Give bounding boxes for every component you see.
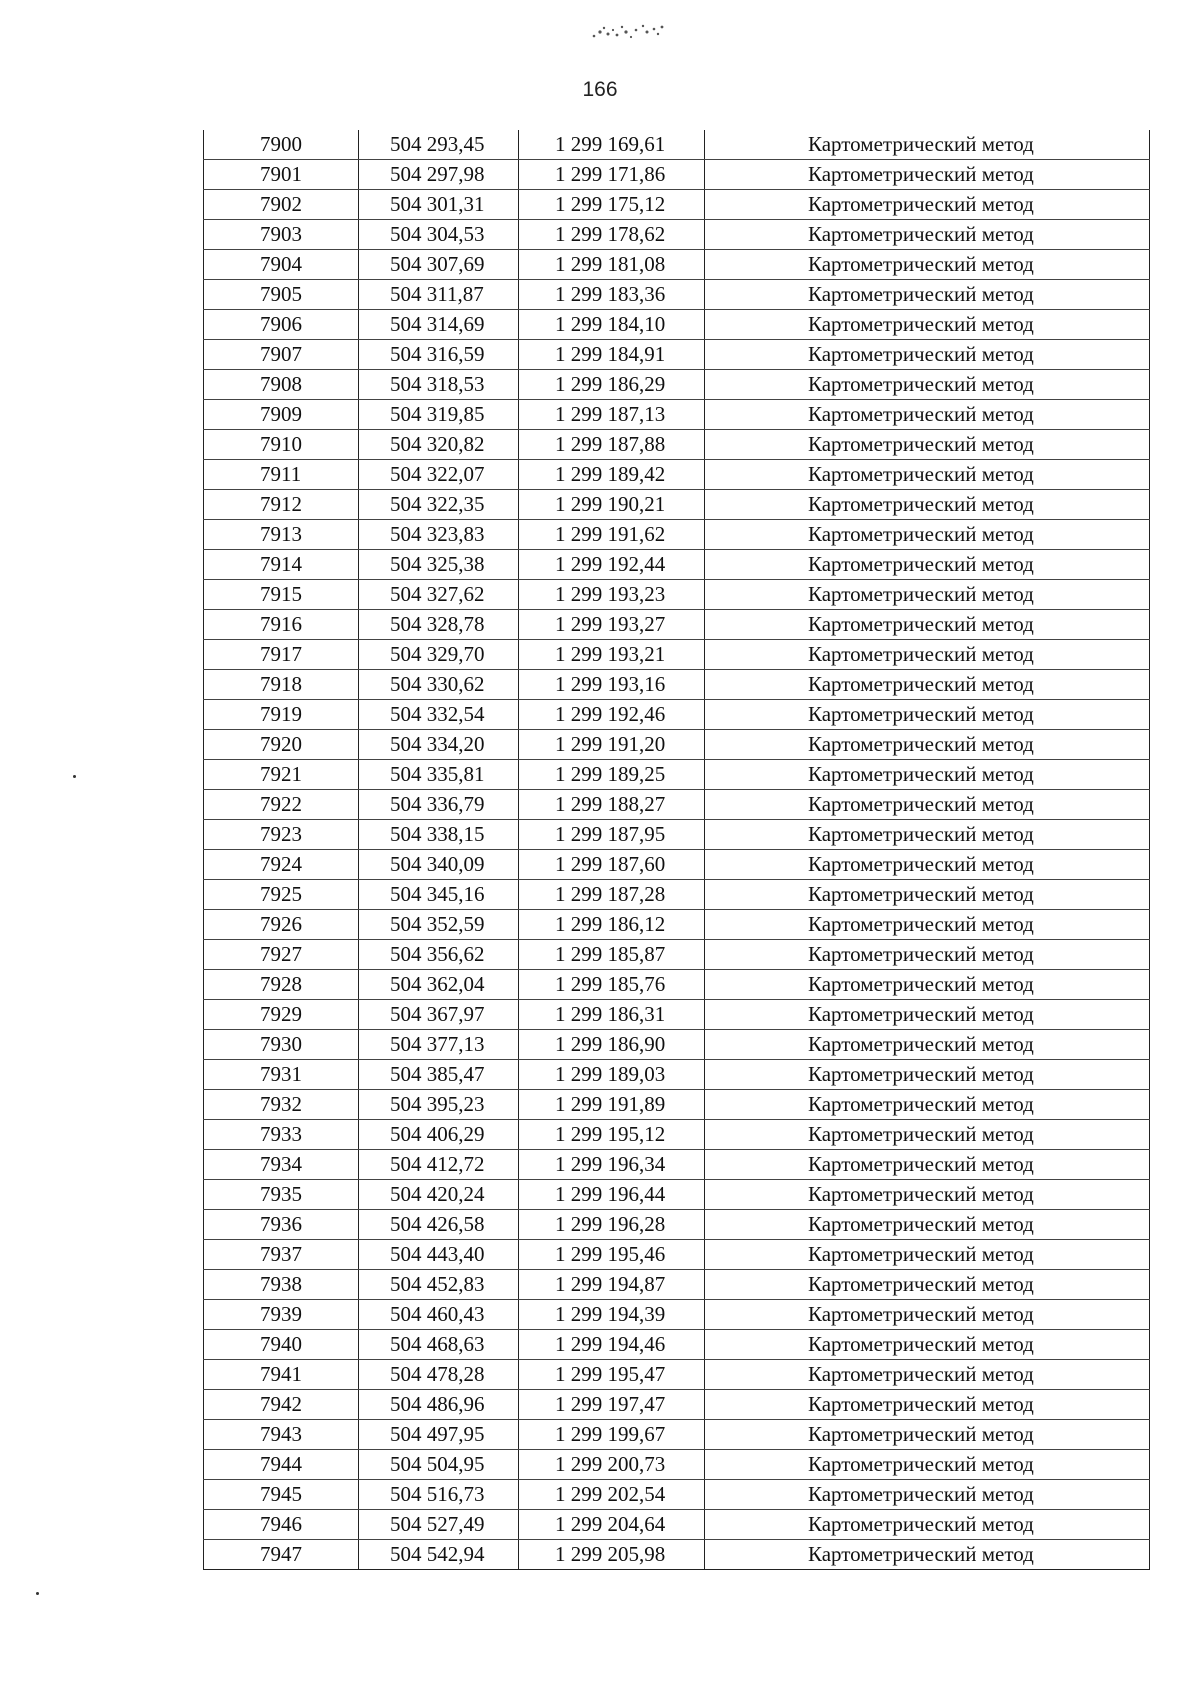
method-cell: Картометрический метод [705, 1240, 1150, 1270]
method-cell: Картометрический метод [705, 880, 1150, 910]
method-cell: Картометрический метод [705, 1090, 1150, 1120]
y-coordinate-cell: 1 299 189,25 [519, 760, 705, 790]
method-cell: Картометрический метод [705, 1450, 1150, 1480]
table-row [204, 1540, 1150, 1570]
method-cell: Картометрический метод [705, 700, 1150, 730]
y-coordinate-cell: 1 299 187,13 [519, 400, 705, 430]
method-cell: Картометрический метод [705, 1300, 1150, 1330]
table-row [204, 400, 1150, 430]
method-cell: Картометрический метод [705, 820, 1150, 850]
point-number-cell: 7906 [204, 310, 359, 340]
x-coordinate-cell: 504 420,24 [359, 1180, 519, 1210]
y-coordinate-cell: 1 299 186,90 [519, 1030, 705, 1060]
point-number-cell: 7901 [204, 160, 359, 190]
y-coordinate-cell: 1 299 192,46 [519, 700, 705, 730]
table-row [204, 130, 1150, 160]
table-row [204, 550, 1150, 580]
table-row [204, 430, 1150, 460]
table-row [204, 190, 1150, 220]
point-number-cell: 7933 [204, 1120, 359, 1150]
table-row [204, 730, 1150, 760]
x-coordinate-cell: 504 322,35 [359, 490, 519, 520]
y-coordinate-cell: 1 299 187,95 [519, 820, 705, 850]
page-number: 166 [582, 78, 618, 101]
x-coordinate-cell: 504 335,81 [359, 760, 519, 790]
table-row [204, 1360, 1150, 1390]
method-cell: Картометрический метод [705, 280, 1150, 310]
method-cell: Картометрический метод [705, 1480, 1150, 1510]
y-coordinate-cell: 1 299 186,29 [519, 370, 705, 400]
y-coordinate-cell: 1 299 191,89 [519, 1090, 705, 1120]
point-number-cell: 7937 [204, 1240, 359, 1270]
table-row [204, 820, 1150, 850]
point-number-cell: 7923 [204, 820, 359, 850]
method-cell: Картометрический метод [705, 1390, 1150, 1420]
table-row [204, 250, 1150, 280]
method-cell: Картометрический метод [705, 580, 1150, 610]
y-coordinate-cell: 1 299 184,91 [519, 340, 705, 370]
method-cell: Картометрический метод [705, 1330, 1150, 1360]
y-coordinate-cell: 1 299 186,12 [519, 910, 705, 940]
point-number-cell: 7925 [204, 880, 359, 910]
y-coordinate-cell: 1 299 194,87 [519, 1270, 705, 1300]
point-number-cell: 7929 [204, 1000, 359, 1030]
point-number-cell: 7928 [204, 970, 359, 1000]
point-number-cell: 7941 [204, 1360, 359, 1390]
method-cell: Картометрический метод [705, 250, 1150, 280]
point-number-cell: 7938 [204, 1270, 359, 1300]
y-coordinate-cell: 1 299 191,62 [519, 520, 705, 550]
y-coordinate-cell: 1 299 194,39 [519, 1300, 705, 1330]
x-coordinate-cell: 504 322,07 [359, 460, 519, 490]
table-row [204, 850, 1150, 880]
point-number-cell: 7926 [204, 910, 359, 940]
table-row [204, 640, 1150, 670]
y-coordinate-cell: 1 299 187,28 [519, 880, 705, 910]
method-cell: Картометрический метод [705, 1360, 1150, 1390]
y-coordinate-cell: 1 299 193,27 [519, 610, 705, 640]
x-coordinate-cell: 504 426,58 [359, 1210, 519, 1240]
method-cell: Картометрический метод [705, 430, 1150, 460]
table-row [204, 340, 1150, 370]
method-cell: Картометрический метод [705, 1270, 1150, 1300]
table-row [204, 1120, 1150, 1150]
table-row [204, 220, 1150, 250]
method-cell: Картометрический метод [705, 220, 1150, 250]
x-coordinate-cell: 504 504,95 [359, 1450, 519, 1480]
method-cell: Картометрический метод [705, 730, 1150, 760]
x-coordinate-cell: 504 330,62 [359, 670, 519, 700]
point-number-cell: 7907 [204, 340, 359, 370]
x-coordinate-cell: 504 385,47 [359, 1060, 519, 1090]
y-coordinate-cell: 1 299 185,87 [519, 940, 705, 970]
y-coordinate-cell: 1 299 189,42 [519, 460, 705, 490]
y-coordinate-cell: 1 299 184,10 [519, 310, 705, 340]
method-cell: Картометрический метод [705, 520, 1150, 550]
point-number-cell: 7900 [204, 130, 359, 160]
method-cell: Картометрический метод [705, 670, 1150, 700]
method-cell: Картометрический метод [705, 1180, 1150, 1210]
coordinates-table [203, 130, 1150, 1570]
point-number-cell: 7903 [204, 220, 359, 250]
y-coordinate-cell: 1 299 189,03 [519, 1060, 705, 1090]
point-number-cell: 7922 [204, 790, 359, 820]
y-coordinate-cell: 1 299 200,73 [519, 1450, 705, 1480]
x-coordinate-cell: 504 319,85 [359, 400, 519, 430]
y-coordinate-cell: 1 299 190,21 [519, 490, 705, 520]
x-coordinate-cell: 504 311,87 [359, 280, 519, 310]
table-row [204, 280, 1150, 310]
x-coordinate-cell: 504 412,72 [359, 1150, 519, 1180]
point-number-cell: 7947 [204, 1540, 359, 1570]
y-coordinate-cell: 1 299 195,47 [519, 1360, 705, 1390]
point-number-cell: 7932 [204, 1090, 359, 1120]
x-coordinate-cell: 504 314,69 [359, 310, 519, 340]
x-coordinate-cell: 504 527,49 [359, 1510, 519, 1540]
method-cell: Картометрический метод [705, 1510, 1150, 1540]
table-row [204, 1330, 1150, 1360]
x-coordinate-cell: 504 320,82 [359, 430, 519, 460]
table-row [204, 1180, 1150, 1210]
table-row [204, 160, 1150, 190]
x-coordinate-cell: 504 395,23 [359, 1090, 519, 1120]
x-coordinate-cell: 504 304,53 [359, 220, 519, 250]
y-coordinate-cell: 1 299 196,28 [519, 1210, 705, 1240]
point-number-cell: 7936 [204, 1210, 359, 1240]
point-number-cell: 7944 [204, 1450, 359, 1480]
method-cell: Картометрический метод [705, 850, 1150, 880]
x-coordinate-cell: 504 345,16 [359, 880, 519, 910]
table-row [204, 1270, 1150, 1300]
table-row [204, 490, 1150, 520]
point-number-cell: 7914 [204, 550, 359, 580]
method-cell: Картометрический метод [705, 910, 1150, 940]
point-number-cell: 7911 [204, 460, 359, 490]
coordinates-table-body [204, 130, 1150, 1570]
y-coordinate-cell: 1 299 195,12 [519, 1120, 705, 1150]
y-coordinate-cell: 1 299 192,44 [519, 550, 705, 580]
x-coordinate-cell: 504 452,83 [359, 1270, 519, 1300]
method-cell: Картометрический метод [705, 460, 1150, 490]
x-coordinate-cell: 504 460,43 [359, 1300, 519, 1330]
scan-speck [36, 1592, 39, 1595]
method-cell: Картометрический метод [705, 940, 1150, 970]
y-coordinate-cell: 1 299 205,98 [519, 1540, 705, 1570]
x-coordinate-cell: 504 323,83 [359, 520, 519, 550]
table-row [204, 580, 1150, 610]
x-coordinate-cell: 504 542,94 [359, 1540, 519, 1570]
table-row [204, 1240, 1150, 1270]
table-row [204, 940, 1150, 970]
point-number-cell: 7940 [204, 1330, 359, 1360]
method-cell: Картометрический метод [705, 790, 1150, 820]
point-number-cell: 7902 [204, 190, 359, 220]
table-row [204, 1090, 1150, 1120]
method-cell: Картометрический метод [705, 1120, 1150, 1150]
y-coordinate-cell: 1 299 171,86 [519, 160, 705, 190]
table-row [204, 970, 1150, 1000]
x-coordinate-cell: 504 316,59 [359, 340, 519, 370]
table-row [204, 790, 1150, 820]
point-number-cell: 7921 [204, 760, 359, 790]
y-coordinate-cell: 1 299 178,62 [519, 220, 705, 250]
method-cell: Картометрический метод [705, 1210, 1150, 1240]
x-coordinate-cell: 504 443,40 [359, 1240, 519, 1270]
scan-speck [73, 775, 76, 778]
x-coordinate-cell: 504 338,15 [359, 820, 519, 850]
point-number-cell: 7931 [204, 1060, 359, 1090]
method-cell: Картометрический метод [705, 310, 1150, 340]
x-coordinate-cell: 504 352,59 [359, 910, 519, 940]
table-row [204, 1390, 1150, 1420]
point-number-cell: 7912 [204, 490, 359, 520]
method-cell: Картометрический метод [705, 370, 1150, 400]
method-cell: Картометрический метод [705, 640, 1150, 670]
x-coordinate-cell: 504 478,28 [359, 1360, 519, 1390]
table-row [204, 700, 1150, 730]
table-row [204, 880, 1150, 910]
x-coordinate-cell: 504 516,73 [359, 1480, 519, 1510]
point-number-cell: 7919 [204, 700, 359, 730]
method-cell: Картометрический метод [705, 1540, 1150, 1570]
y-coordinate-cell: 1 299 202,54 [519, 1480, 705, 1510]
x-coordinate-cell: 504 334,20 [359, 730, 519, 760]
table-row [204, 520, 1150, 550]
x-coordinate-cell: 504 332,54 [359, 700, 519, 730]
x-coordinate-cell: 504 497,95 [359, 1420, 519, 1450]
x-coordinate-cell: 504 328,78 [359, 610, 519, 640]
y-coordinate-cell: 1 299 188,27 [519, 790, 705, 820]
method-cell: Картометрический метод [705, 760, 1150, 790]
method-cell: Картометрический метод [705, 490, 1150, 520]
y-coordinate-cell: 1 299 196,34 [519, 1150, 705, 1180]
table-row [204, 1510, 1150, 1540]
table-row [204, 460, 1150, 490]
point-number-cell: 7946 [204, 1510, 359, 1540]
x-coordinate-cell: 504 293,45 [359, 130, 519, 160]
x-coordinate-cell: 504 486,96 [359, 1390, 519, 1420]
table-row [204, 670, 1150, 700]
point-number-cell: 7916 [204, 610, 359, 640]
table-row [204, 1420, 1150, 1450]
y-coordinate-cell: 1 299 169,61 [519, 130, 705, 160]
point-number-cell: 7920 [204, 730, 359, 760]
y-coordinate-cell: 1 299 194,46 [519, 1330, 705, 1360]
method-cell: Картометрический метод [705, 400, 1150, 430]
method-cell: Картометрический метод [705, 340, 1150, 370]
scan-artifact-mark [588, 18, 678, 44]
x-coordinate-cell: 504 297,98 [359, 160, 519, 190]
point-number-cell: 7913 [204, 520, 359, 550]
point-number-cell: 7918 [204, 670, 359, 700]
x-coordinate-cell: 504 367,97 [359, 1000, 519, 1030]
y-coordinate-cell: 1 299 193,16 [519, 670, 705, 700]
y-coordinate-cell: 1 299 187,60 [519, 850, 705, 880]
x-coordinate-cell: 504 325,38 [359, 550, 519, 580]
point-number-cell: 7915 [204, 580, 359, 610]
table-row [204, 370, 1150, 400]
x-coordinate-cell: 504 340,09 [359, 850, 519, 880]
table-row [204, 1030, 1150, 1060]
point-number-cell: 7927 [204, 940, 359, 970]
table-row [204, 1060, 1150, 1090]
x-coordinate-cell: 504 377,13 [359, 1030, 519, 1060]
x-coordinate-cell: 504 307,69 [359, 250, 519, 280]
y-coordinate-cell: 1 299 199,67 [519, 1420, 705, 1450]
table-row [204, 610, 1150, 640]
y-coordinate-cell: 1 299 191,20 [519, 730, 705, 760]
point-number-cell: 7930 [204, 1030, 359, 1060]
table-row [204, 1300, 1150, 1330]
method-cell: Картометрический метод [705, 1060, 1150, 1090]
method-cell: Картометрический метод [705, 970, 1150, 1000]
x-coordinate-cell: 504 362,04 [359, 970, 519, 1000]
y-coordinate-cell: 1 299 181,08 [519, 250, 705, 280]
x-coordinate-cell: 504 356,62 [359, 940, 519, 970]
point-number-cell: 7917 [204, 640, 359, 670]
point-number-cell: 7945 [204, 1480, 359, 1510]
x-coordinate-cell: 504 406,29 [359, 1120, 519, 1150]
method-cell: Картометрический метод [705, 1000, 1150, 1030]
point-number-cell: 7935 [204, 1180, 359, 1210]
y-coordinate-cell: 1 299 186,31 [519, 1000, 705, 1030]
point-number-cell: 7924 [204, 850, 359, 880]
point-number-cell: 7939 [204, 1300, 359, 1330]
x-coordinate-cell: 504 301,31 [359, 190, 519, 220]
point-number-cell: 7943 [204, 1420, 359, 1450]
table-row [204, 1150, 1150, 1180]
point-number-cell: 7904 [204, 250, 359, 280]
table-row [204, 1000, 1150, 1030]
table-row [204, 310, 1150, 340]
point-number-cell: 7909 [204, 400, 359, 430]
method-cell: Картометрический метод [705, 550, 1150, 580]
x-coordinate-cell: 504 468,63 [359, 1330, 519, 1360]
point-number-cell: 7908 [204, 370, 359, 400]
table-row [204, 910, 1150, 940]
method-cell: Картометрический метод [705, 160, 1150, 190]
coordinates-table-container [203, 130, 1149, 1570]
point-number-cell: 7905 [204, 280, 359, 310]
x-coordinate-cell: 504 336,79 [359, 790, 519, 820]
point-number-cell: 7942 [204, 1390, 359, 1420]
y-coordinate-cell: 1 299 196,44 [519, 1180, 705, 1210]
y-coordinate-cell: 1 299 197,47 [519, 1390, 705, 1420]
point-number-cell: 7910 [204, 430, 359, 460]
y-coordinate-cell: 1 299 195,46 [519, 1240, 705, 1270]
method-cell: Картометрический метод [705, 190, 1150, 220]
method-cell: Картометрический метод [705, 1420, 1150, 1450]
table-row [204, 1450, 1150, 1480]
table-row [204, 1210, 1150, 1240]
x-coordinate-cell: 504 327,62 [359, 580, 519, 610]
method-cell: Картометрический метод [705, 1150, 1150, 1180]
method-cell: Картометрический метод [705, 1030, 1150, 1060]
table-row [204, 760, 1150, 790]
y-coordinate-cell: 1 299 187,88 [519, 430, 705, 460]
y-coordinate-cell: 1 299 193,23 [519, 580, 705, 610]
x-coordinate-cell: 504 318,53 [359, 370, 519, 400]
y-coordinate-cell: 1 299 204,64 [519, 1510, 705, 1540]
y-coordinate-cell: 1 299 183,36 [519, 280, 705, 310]
y-coordinate-cell: 1 299 193,21 [519, 640, 705, 670]
method-cell: Картометрический метод [705, 610, 1150, 640]
x-coordinate-cell: 504 329,70 [359, 640, 519, 670]
method-cell: Картометрический метод [705, 130, 1150, 160]
y-coordinate-cell: 1 299 175,12 [519, 190, 705, 220]
table-row [204, 1480, 1150, 1510]
point-number-cell: 7934 [204, 1150, 359, 1180]
y-coordinate-cell: 1 299 185,76 [519, 970, 705, 1000]
